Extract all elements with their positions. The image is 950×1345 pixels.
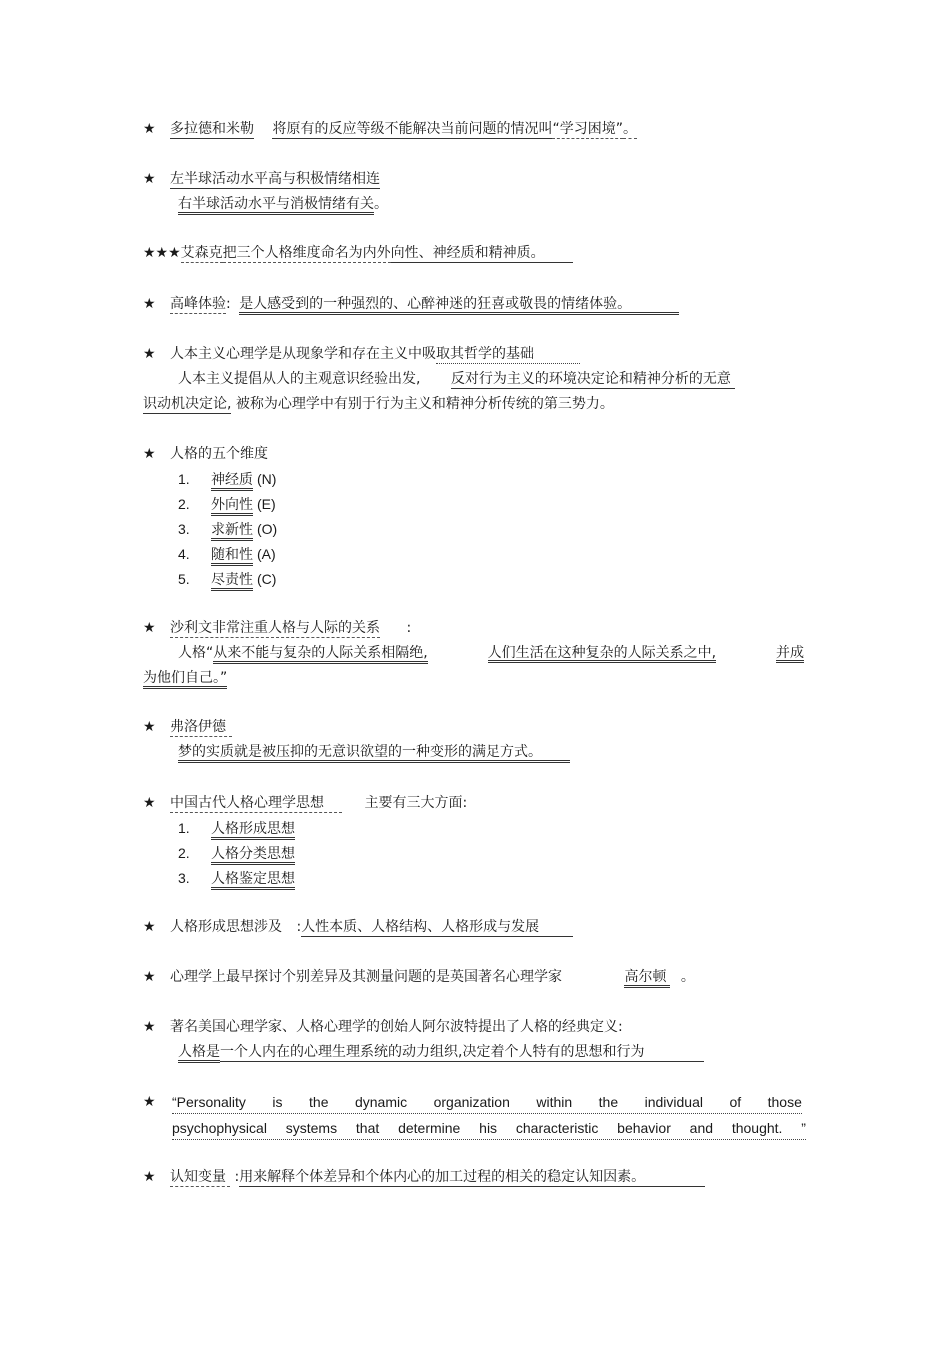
list-item: 1. 人格形成思想 [178, 818, 295, 838]
eysenck-text: 把三个人格维度命名为内外 [222, 245, 391, 261]
list-item: 2. 外向性 (E) [178, 494, 276, 514]
peak-experience-definition: 是人感受到的一种强烈的、心醉神迷的狂喜或敬畏的情绪体验。 [239, 296, 679, 315]
note-peak-experience: ★ 高峰体验: 是人感受到的一种强烈的、心醉神迷的狂喜或敬畏的情绪体验。 [143, 294, 679, 314]
cognitive-variable-definition: 用来解释个体差异和个体内心的加工过程的相关的稳定认知因素。 [239, 1169, 705, 1187]
allport-english-line2: psychophysical systems that determine his characteristic behavior and thought. ” [172, 1118, 806, 1140]
left-hemisphere-text: 左半球活动水平高与积极情绪相连 [170, 171, 381, 187]
star-icon: ★ [143, 969, 156, 985]
allport-definition: 一个人内在的心理生理系统的动力组织,决定着个人特有的思想和行为 [220, 1044, 704, 1062]
list-item: 4. 随和性 (A) [178, 544, 276, 564]
list-item: 3. 求新性 (O) [178, 519, 277, 539]
note-allport: ★ 著名美国心理学家、人格心理学的创始人阿尔波特提出了人格的经典定义: [143, 1019, 623, 1035]
formation-topics: 人性本质、人格结构、人格形成与发展 [301, 919, 573, 937]
star-icon: ★ [143, 296, 156, 312]
star-icon: ★ [143, 171, 156, 187]
note-ancient-chinese-personality: ★ 中国古代人格心理学思想 主要有三大方面: [143, 795, 468, 811]
note-dollard-miller: ★ 多拉德和米勒 将原有的反应等级不能解决当前问题的情况叫“学习困境”。 [143, 121, 637, 137]
star-icon: ★ [143, 346, 156, 362]
star-icon: ★ [143, 719, 156, 735]
document-page: ★ 多拉德和米勒 将原有的反应等级不能解决当前问题的情况叫“学习困境”。 ★ 左半球活动水平高与积极情绪相连 右半球活动水平与消极情绪有关。 ★★★艾森克把三个人格维度命名为内外向性、神经质和精神质。 ★ 高峰体验: 是人感受到的一种强烈的、心醉神迷的狂喜或敬畏的情绪体验。 ★ 人本主义心理学是从现象学和存在主义中吸取其哲学的基础 人本主义提倡从人的主观意识经验出发, 反对行为主义的环境决定论和精神分析的无意 识动机决定论, 被称为心理学中有别于行为主义和精神分析传统的第三势力。 ★ 人格的五个维度 1. 神经质 (N) 2. 外向性 (E) 3. 求新性 (O) 4. 随和性 (A) 5. 尽责性 (C) ★ 沙利文非常注重人格与人际的关系 : 人格“从来不能与复杂的人际关系相隔绝, 人们生活在这种复杂的人际关系之中, 并成 为他们自己。” ★ 弗洛伊德 梦的实质就是被压抑的无意识欲望的一种变形的满足方式。 ★ 中国古代人格心理学思想 主要有三大方面: 1. 人格形成思想 2. 人格分类思想 3. 人格鉴定思想 ★ 人格形成思想涉及 :人性本质、人格结构、人格形成与发展 ★ 心理学上最早探讨个别差异及其测量问题的是英国著名心理学家 高尔顿 。 ★ 著名美国心理学家、人格心理学的创始人阿尔波特提出了人格的经典定义: 人格是一个人内在的心理生理系统的动力组织,决定着个人特有的思想和行为 ★ “Personality is the dynamic organization within the individual of those psychophysical systems that determine his characteristic behavior and thought. ” ★ 认知变量 :用来解释个体差异和个体内心的加工过程的相关的稳定认知因素。 [143, 121, 806, 1185]
note-humanistic-psychology: ★ 人本主义心理学是从现象学和存在主义中吸取其哲学的基础 [143, 344, 580, 364]
list-item: 3. 人格鉴定思想 [178, 868, 295, 888]
note-big-five [143, 444, 268, 464]
note-allport-english [143, 1092, 156, 1112]
star-icon: ★ [143, 1019, 156, 1035]
note-freud [143, 717, 232, 737]
eysenck-name: 艾森克 [180, 245, 223, 261]
note-sullivan: ★ 沙利文非常注重人格与人际的关系 : [143, 620, 412, 636]
star-icon: ★ [143, 446, 156, 462]
star-icon: ★ [143, 620, 156, 636]
learning-dilemma-term: “学习困境” [552, 121, 623, 137]
star-icon: ★ [143, 121, 156, 137]
galton-name: 高尔顿 [624, 969, 670, 988]
learning-dilemma-text: 将原有的反应等级不能解决当前问题的情况叫 [272, 121, 553, 137]
note-galton: ★ 心理学上最早探讨个别差异及其测量问题的是英国著名心理学家 高尔顿 。 [143, 967, 695, 987]
list-item: 1. 神经质 (N) [178, 469, 276, 489]
note-cognitive-variable: ★ 认知变量 :用来解释个体差异和个体内心的加工过程的相关的稳定认知因素。 [143, 1167, 705, 1187]
star-icon: ★ [143, 1094, 156, 1110]
dollard-miller-name: 多拉德和米勒 [170, 121, 255, 137]
star-rating-icon: ★★★ [143, 245, 181, 261]
note-eysenck: ★★★艾森克把三个人格维度命名为内外向性、神经质和精神质。 [143, 243, 573, 263]
star-icon: ★ [143, 919, 156, 935]
freud-name: 弗洛伊德 [170, 719, 232, 737]
eysenck-dimensions: 向性、神经质和精神质 [390, 245, 531, 261]
list-item: 5. 尽责性 (C) [178, 569, 276, 589]
allport-english-line1: “Personality is the dynamic organization within the individual of those [172, 1092, 802, 1114]
ancient-thought-title: 中国古代人格心理学思想 [170, 795, 342, 813]
note-hemisphere [143, 169, 380, 189]
big-five-title: 人格的五个维度 [170, 446, 269, 462]
star-icon: ★ [143, 795, 156, 811]
list-item: 2. 人格分类思想 [178, 843, 295, 863]
star-icon: ★ [143, 1169, 156, 1185]
peak-experience-term: 高峰体验 [170, 296, 227, 312]
freud-dream-text: 梦的实质就是被压抑的无意识欲望的一种变形的满足方式。 [178, 744, 570, 763]
note-formation-thought: ★ 人格形成思想涉及 :人性本质、人格结构、人格形成与发展 [143, 917, 573, 937]
cognitive-variable-term: 认知变量 [170, 1169, 230, 1187]
sullivan-title: 沙利文非常注重人格与人际的关系 [170, 620, 381, 636]
right-hemisphere-text: 右半球活动水平与消极情绪有关 [178, 196, 374, 215]
